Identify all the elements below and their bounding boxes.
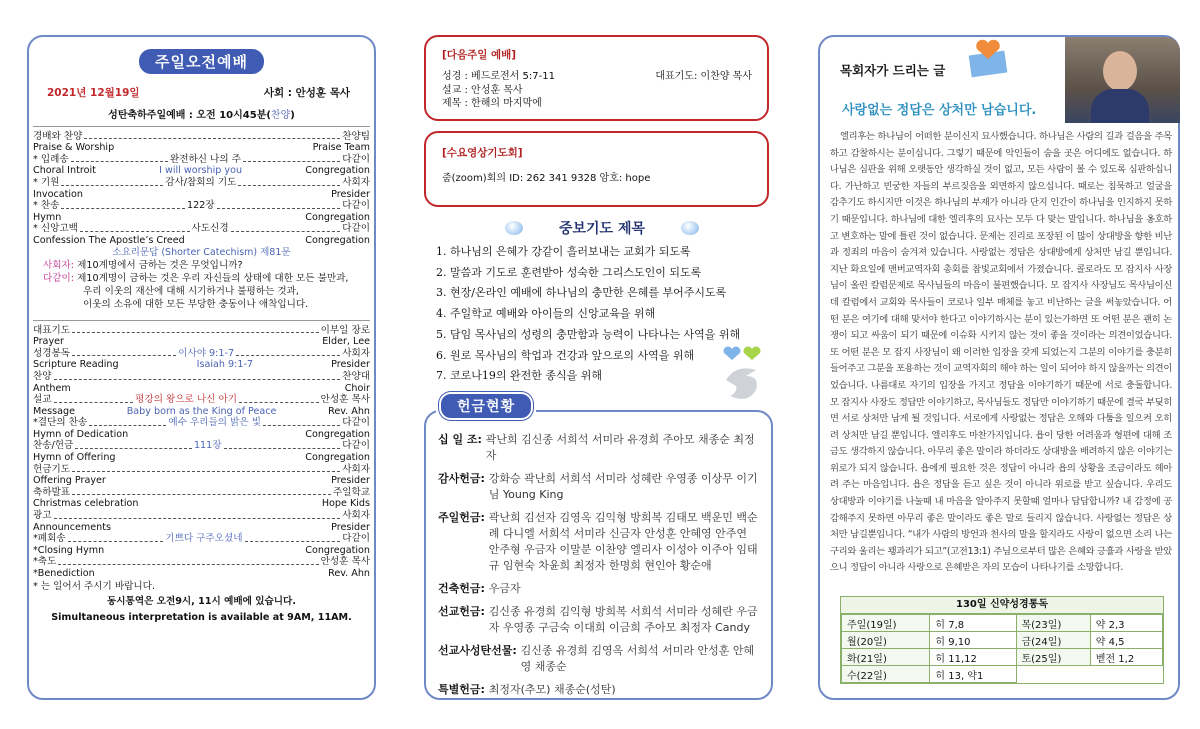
reading-row [842,649,1163,666]
order-row-en: Hymn of Offering Congregation [33,452,370,464]
letter-body: 엘리후는 하나님이 어떠한 분이신지 묘사했습니다. 하나님은 사람의 길과 걸음을 주목하고 감찰하시는 분이십니다. 그렇기 때문에 악인들이 숨을 곳은 어디에도 없습니다. 하나님은 심판을 위해 오랫동안 생각하실 것이 없고, 모든 사람이 볼 수 있도록 심판하십니다. 가난하고 빈궁한 자들의 부르짖음을 외면하지 않으십니다. 때로는 침묵하고 얼굴을 감추기도 하시지만 이것은 하나님의 부재가 아니라 단지 인간이 하나님을 인지하지 못하기 때문입니다. 하나님에 대한 엘리후의 묘사는 모두 다 맞는 말입니다. 하나님을 옹호하고 변호하는 말에 틀린 것이 없습니다. 문제는 진리로 포장된 이 많이 상대방을 향한 비난과 정죄의 마음이 숨겨져 있습니다. 사랑없는 정답은 상대방에게 상처만 남길 뿐입니다. 지난 화요일에 맨버교역자회 총회를 참빛교회에서 가졌습니다. 콜로라도 모 잡지사 사장님이 올린 칼럼문제로 목사님들의 마음이 불편했습니다. 모 잡지사 사장님도 목사님이신데 칼럼에서 교회와 목사들이 코로나 일부 매체를 놓고 비난하는 글을 써놓았습니다. 어떤 분은 여기에 대해 맞서야 한다고 이야기하시는 분이 있는가하면 또 어떤 분은 괜히 논쟁이 되고 싸움이 되기 때문에 이슈화 시키지 않는 것이 좋을 것이라는 의견이었습니다. 또 어떤 분은 모 잡지 사장님이 왜 이러한 입장을 갖게 되었는지 그분의 이야기를 충분히 들어주고 그분을 포용하는 것이 교역자회의 해야 하는 일이 되어야 하지 않을까는 의견이었습니다. 나름대로 자기의 입장을 가지고 정답을 이야기하기 때문에 서로 충돌합니다. 모 잡지사 사장도 정답만 이야기하고, 목사님들도 정답만 이야기하기 때문에 결국 부딪히면 서로 상처만 남게 될 것입니다. 서로에게 사랑없는 정답은 오해와 다툼을 일으켜 오히려 상처만 남길 뿐입니다. 엘리후도 마찬가지입니다. 욥이 당한 어려움과 형편에 대해 조금도 생각하지 않습니다. 아무리 좋은 말이라 하더라도 상대방을 배려하지 않은 이야기는 위로가 되지 않습니다. 욥에게 필요한 것은 정답이 아니라 욥의 상황을 조금이라도 헤아려 주는 마음입니다. 욥은 정답을 듣고 싶은 것이 아니라 위로를 받고 싶습니다. 우리도 상대방과 이야기를 나눌때 내 마음을 알아주지 못할때 얼마나 답답합니까? 내 감정에 공감해주지 못하면 아무리 좋은 말이라도 좋은 말로 들리지 않습니다. 사랑없는 정답은 상처만 남길뿐입니다. “내가 사람의 방언과 천사의 말을 할지라도 사랑이 없으면 소리 나는 구리와 울리는 꽹과리가 되고”(고전13:1) 주님으로부터 많은 은혜와 긍휼과 사랑을 받았으니 정답이 아니라 사랑으로 은혜받은 자의 모습이 나타나기를 소망합니다. [830,131,1172,574]
reading-cell: 주일(19일) [842,615,930,632]
order-row: * 신앙고백 사도신경 다같이 [33,223,370,235]
next-subject: 제목 : 한해의 마지막에 [442,98,542,109]
order-row: 성경봉독 이사야 9:1-7 사회자 [33,347,370,359]
reading-plan-title: 130일 신약성경통독 [841,597,1163,614]
hearts-decoration-icon [722,346,772,406]
offering-row: 감사헌금 : 강화승 곽난희 서희석 서미라 성혜란 우영종 이상무 이기님 Young King [438,472,758,501]
order-row-en: Hymn of Dedication Congregation [33,428,370,440]
order-row-en: Scripture Reading Isaiah 9:1-7 Presider [33,359,370,371]
interp-ko: 동시통역은 오전9시, 11시 예배에 있습니다. [107,595,296,607]
order-row: 찬양 찬양대 [33,370,370,382]
prayer-title: 중보기도 제목 [558,221,646,237]
order-row: 설교 평강의 왕으로 나신 아기 안성훈 목사 [33,394,371,406]
reading-cell: 히 9,10 [930,632,1016,649]
order-row: * 기원 감사/참회의 기도 사회자 [33,176,371,188]
reading-cell [1016,666,1090,683]
next-scripture: 성경 : 베드로전서 5:7-11 [442,71,555,82]
reading-cell: 수(22일) [842,666,930,683]
reading-row [842,615,1163,632]
footnote: * 는 일어서 주시기 바랍니다. [33,580,155,592]
reading-cell: 약 2,3 [1090,615,1162,632]
prayer-item: 5. 담임 목사님의 성령의 충만함과 능력이 나타나는 사역을 위해 [436,327,741,341]
interp-en: Simultaneous interpretation is available at 9AM, 11AM. [51,611,352,623]
next-title: [다음주일 예배] [442,49,517,61]
order-row: *폐회송 기쁘다 구주오셨네 다같이 [33,533,370,545]
reading-cell: 히 13, 약1 [930,666,1016,683]
worship-title: 주일오전예배 [139,49,264,74]
reading-row [842,666,1163,683]
prayer-item: 1. 하나님의 은혜가 강같이 흘러보내는 교회가 되도록 [436,245,691,258]
next-preacher: 설교 : 안성훈 목사 [442,84,523,96]
reading-cell: 약 4,5 [1090,632,1162,649]
offering-row: 선교헌금 : 김신종 유경희 김익형 방희복 서희석 서미라 성혜란 우금자 우영종 구금숙 이대희 이금희 주아모 최정자 Candy [438,605,758,634]
order-row: *축도 안성훈 목사 [33,556,370,568]
order-row: 헌금기도 사회자 [33,463,370,475]
prayer-item: 2. 말씀과 기도로 훈련받아 성숙한 그리스도인이 되도록 [436,265,702,279]
offering-row: 특별헌금 : 최정자(추모) 채종순(성탄) [438,683,616,696]
order-row-en: Hymn Congregation [33,211,370,223]
prayer-item: 7. 코로나19의 완전한 종식을 위해 [436,369,602,383]
order-row-en: *Benediction Rev. Ahn [33,568,370,579]
order-row: * 입례송 완전하신 나의 주 다같이 [33,153,371,165]
reading-plan [840,596,1164,684]
offering-row: 주일헌금 : 곽난희 김선자 김영옥 김익형 방희복 김태모 백운민 백순례 다니엘 서희석 서미라 신금자 안성훈 안혜영 안주연 안주형 우금자 이말분 이찬양 엘리사 이성아 이주아 임태규 임현숙 차윤희 최정자 한명희 현인아 황순애 [438,511,758,572]
worship-order-panel [27,35,376,700]
order-row-en: Message Baby born as the King of Peace Rev. Ahn [33,405,370,417]
reading-row [842,632,1163,649]
prayer-item: 6. 원로 목사님의 학업과 건강과 앞으로의 사역을 위해 [436,348,695,362]
order-row: 대표기도 이부일 장로 [33,324,370,336]
reading-cell: 목(23일) [1016,615,1090,632]
order-row-en: Praise & Worship Praise Team [33,142,370,154]
service-host: 사회 : 안성훈 목사 [263,87,350,99]
offering-row: 선교사성탄선물 : 김신종 유경희 김영옥 서희석 서미라 안성훈 안혜영 채종순 [438,644,755,673]
letter-title: 사랑없는 정답은 상처만 남습니다. [842,103,1037,118]
prayer-section [432,218,772,387]
offering-row: 십 일 조 : 곽난희 김신종 서희석 서미라 유경희 주아모 채종순 최정자 [438,433,755,462]
order-row-en: Invocation Presider [33,188,370,200]
reading-table [841,614,1163,683]
wednesday-box [424,131,769,207]
order-row: *결단의 찬송 예수 우리들의 밝은 빛 다같이 [33,417,370,429]
order-list-1 [33,131,370,247]
next-worship-box [424,35,769,121]
order-row-en: Anthem Choir [33,382,370,394]
bubble-icon [505,221,523,235]
reading-cell [1090,666,1162,683]
offering-panel [424,399,773,700]
order-row: 경배와 찬양 찬양팀 [33,130,370,142]
order-row-en: Announcements Presider [33,521,370,533]
service-date: 2021년 12월19일 [47,87,140,99]
wed-zoom: 줌(zoom)회의 ID: 262 341 9328 암호: hope [442,173,651,184]
offering-title: 헌금현황 [439,392,533,420]
pastor-photo [1065,37,1180,123]
letter-header: 목회자가 드리는 글 [840,63,946,78]
order-row: 광고 사회자 [33,510,370,522]
order-row-en: Prayer Elder, Lee [33,336,370,348]
prayer-item: 3. 현장/온라인 예배에 하나님의 충만한 은혜를 부어주시도록 [436,286,727,300]
next-prayer: 대표기도: 이찬양 목사 [655,71,752,82]
order-row: 축하발표 주일학교 [33,486,370,498]
bubble-icon [681,221,699,235]
order-list-2 [33,325,370,580]
wed-title: [수요영상기도회] [442,147,523,159]
prayer-item: 4. 주일학교 예배와 아이들의 신앙교육을 위해 [436,307,656,321]
reading-cell: 벧전 1,2 [1090,649,1162,666]
reading-cell: 토(25일) [1016,649,1090,666]
reading-cell: 히 7,8 [930,615,1016,632]
order-row-en: Offering Prayer Presider [33,475,370,487]
order-row-en: Confession The Apostle’s Creed Congregation [33,234,370,246]
offering-list [438,432,761,705]
reading-cell: 히 11,12 [930,649,1016,666]
order-row: * 찬송 122장 다같이 [33,200,371,212]
order-row-en: Christmas celebration Hope Kids [33,498,370,510]
reading-cell: 화(21일) [842,649,930,666]
reading-cell: 금(24일) [1016,632,1090,649]
order-row: 찬송/헌금 111장 다같이 [33,440,370,452]
pastor-letter-panel [818,35,1180,700]
reading-cell: 월(20일) [842,632,930,649]
order-row-en: *Closing Hymn Congregation [33,544,370,556]
service-name: 성탄축하주일예배 : 오전 10시45분(찬양) [108,109,295,121]
offering-row: 건축헌금 : 우금자 [438,582,521,595]
catechism-title: 소요리문답 (Shorter Catechism) 제81문 [112,246,291,258]
prayer-list [432,242,772,387]
heart-envelope-icon [966,39,1012,79]
order-row-en: Choral Introit I will worship you Congregation [33,165,370,177]
catechism: 사회자: 제10계명에서 금하는 것은 무엇입니까? 다같이: 제10계명이 금하는 것은 우리 자신들의 상태에 대한 모든 불만과, 우리 이웃의 재산에 대해 시기하거나 불평하는 것과, 이웃의 소유에 대한 모든 부당한 충동이나 애착입니다. [43,259,349,310]
